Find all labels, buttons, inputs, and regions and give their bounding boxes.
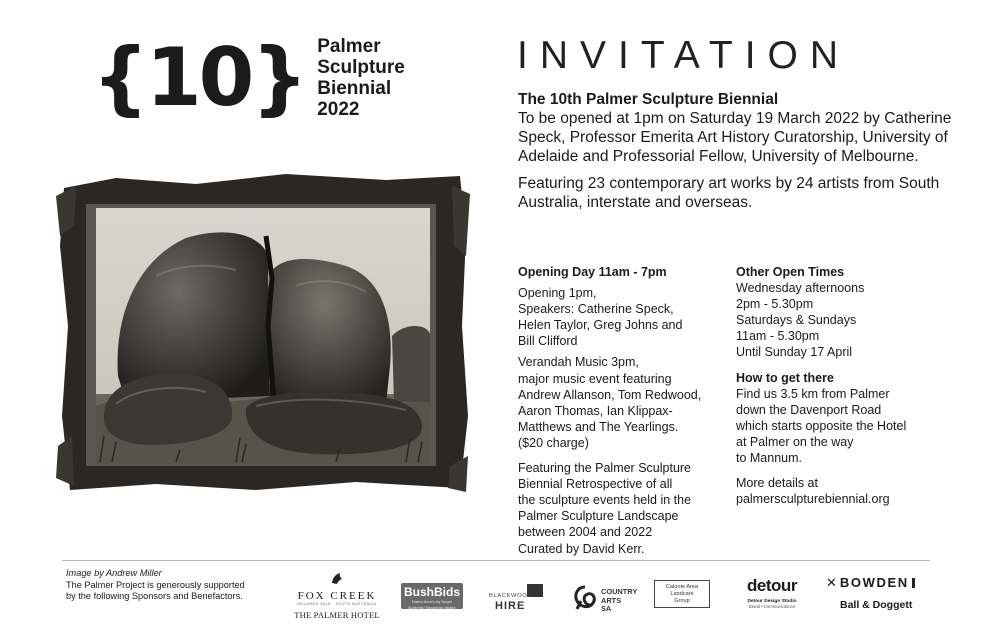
sponsor-fox-creek xyxy=(294,571,380,627)
caloote-line: Caloote Area xyxy=(665,584,699,590)
retro-line: Featuring the Palmer Sculpture xyxy=(518,461,692,476)
times-line: Saturdays & Sundays xyxy=(736,313,857,328)
fox-icon xyxy=(330,571,344,585)
bowden-bar-icon xyxy=(912,578,915,588)
support-line: The Palmer Project is generously supported xyxy=(66,579,245,590)
footer-credit xyxy=(66,568,286,603)
opening-statement: To be opened at 1pm on Saturday 19 March 2022 by Catherine Speck, Professor Emerita Art History Curatorship, University of Adelaide and Professorial Fellow, University of Melbourne. xyxy=(518,110,952,165)
retro-line: Palmer Sculpture Landscape xyxy=(518,509,679,524)
country-arts-line: ARTS xyxy=(601,595,622,605)
sponsor-country-arts xyxy=(571,582,643,614)
directions xyxy=(736,370,936,467)
sponsor-caloote-landcare xyxy=(654,580,710,608)
times-line: 2pm - 5.30pm xyxy=(736,297,814,312)
featuring-statement: Featuring 23 contemporary art works by 24 artists from South Australia, interstate and overseas. xyxy=(518,175,940,211)
times-line: Wednesday afternoons xyxy=(736,281,865,296)
music-line: Aaron Thomas, Ian Klippax- xyxy=(518,403,673,418)
more-details xyxy=(736,475,936,507)
website-link[interactable]: palmersculpturebiennial.org xyxy=(736,492,890,507)
support-line: by the following Sponsors and Benefactors. xyxy=(66,591,243,601)
bushbids-sub1: Eastern Mount Lofty Ranges xyxy=(411,600,453,604)
sponsor-detour xyxy=(740,576,804,609)
sponsor-bowden xyxy=(826,576,926,611)
event-title: The 10th Palmer Sculpture Biennial xyxy=(518,91,779,108)
verandah-music xyxy=(518,354,718,451)
ball-doggett-name: Ball & Doggett xyxy=(840,599,913,611)
music-line: major music event featuring xyxy=(518,371,672,386)
detour-sub1: Detour Design Studio xyxy=(747,599,797,604)
retro-line: Curated by David Kerr. xyxy=(518,541,645,556)
times-line: Until Sunday 17 April xyxy=(736,345,853,360)
country-arts-line: COUNTRY xyxy=(601,587,638,596)
bushbids-name: BushBids xyxy=(403,585,460,599)
times-line: 11am - 5.30pm xyxy=(736,329,820,344)
logo-text xyxy=(317,36,405,120)
palmer-hotel-name: THE PALMER HOTEL xyxy=(294,610,380,620)
directions-line: to Mannum. xyxy=(736,451,803,466)
logo-number: {10} xyxy=(92,31,306,124)
retrospective xyxy=(518,460,718,557)
retro-line: between 2004 and 2022 xyxy=(518,525,653,540)
logo-line-3: Biennial xyxy=(317,78,392,99)
sponsor-bushbids xyxy=(401,583,463,609)
invitation-heading: INVITATION xyxy=(517,34,851,77)
boulder-photograph xyxy=(56,166,470,496)
country-arts-text xyxy=(601,588,637,614)
details-label: More details at xyxy=(736,476,818,491)
image-credit: Image by Andrew Miller xyxy=(66,568,162,578)
directions-heading: How to get there xyxy=(736,370,834,385)
intro-block xyxy=(518,90,958,212)
directions-line: down the Davenport Road xyxy=(736,402,882,417)
bowden-name: BOWDEN xyxy=(839,575,909,590)
directions-line: which starts opposite the Hotel xyxy=(736,418,907,433)
detour-name: detour xyxy=(747,576,797,595)
country-arts-icon xyxy=(571,583,599,613)
logo-line-1: Palmer xyxy=(317,36,381,57)
bowden-mark-icon: ✕ xyxy=(826,575,837,590)
country-arts-line: SA xyxy=(601,604,612,614)
opening-line: Opening 1pm, xyxy=(518,286,597,301)
fox-creek-name: FOX CREEK xyxy=(297,590,377,602)
opening-speakers xyxy=(518,285,718,349)
blackwood-bottom: HIRE xyxy=(495,600,526,612)
music-line: Matthews and The Yearlings. xyxy=(518,419,679,434)
footer-divider xyxy=(62,560,930,561)
fox-creek-sub: MCLAREN VALE · SOUTH AUSTRALIA xyxy=(297,602,377,606)
logo-line-2: Sculpture xyxy=(317,57,405,78)
opening-day-column xyxy=(518,264,718,557)
logo-line-4: 2022 xyxy=(317,99,360,120)
opening-line: Speakers: Catherine Speck, xyxy=(518,302,674,317)
other-times-heading: Other Open Times xyxy=(736,265,845,279)
music-line: Verandah Music 3pm, xyxy=(518,355,639,370)
opening-day-heading: Opening Day 11am - 7pm xyxy=(518,265,667,279)
music-line: ($20 charge) xyxy=(518,435,589,450)
bushbids-sub2: Biodiversity Stewardship Initiative xyxy=(408,606,456,610)
music-line: Andrew Allanson, Tom Redwood, xyxy=(518,387,702,402)
other-info-column xyxy=(736,264,936,507)
retro-line: Biennial Retrospective of all xyxy=(518,477,673,492)
opening-line: Bill Clifford xyxy=(518,334,578,349)
bowden-row xyxy=(826,576,926,590)
retro-line: the sculpture events held in the xyxy=(518,493,692,508)
caloote-line: Group xyxy=(674,598,690,604)
directions-line: at Palmer on the way xyxy=(736,434,854,449)
caloote-line: Landcare xyxy=(670,591,694,597)
opening-line: Helen Taylor, Greg Johns and xyxy=(518,318,683,333)
detour-sub2: Brand • Communications xyxy=(748,604,796,609)
blackwood-top: BLACKWOOD xyxy=(489,593,533,599)
sponsor-blackwood-hire xyxy=(489,583,545,611)
directions-line: Find us 3.5 km from Palmer xyxy=(736,386,890,401)
biennial-logo xyxy=(92,31,405,124)
